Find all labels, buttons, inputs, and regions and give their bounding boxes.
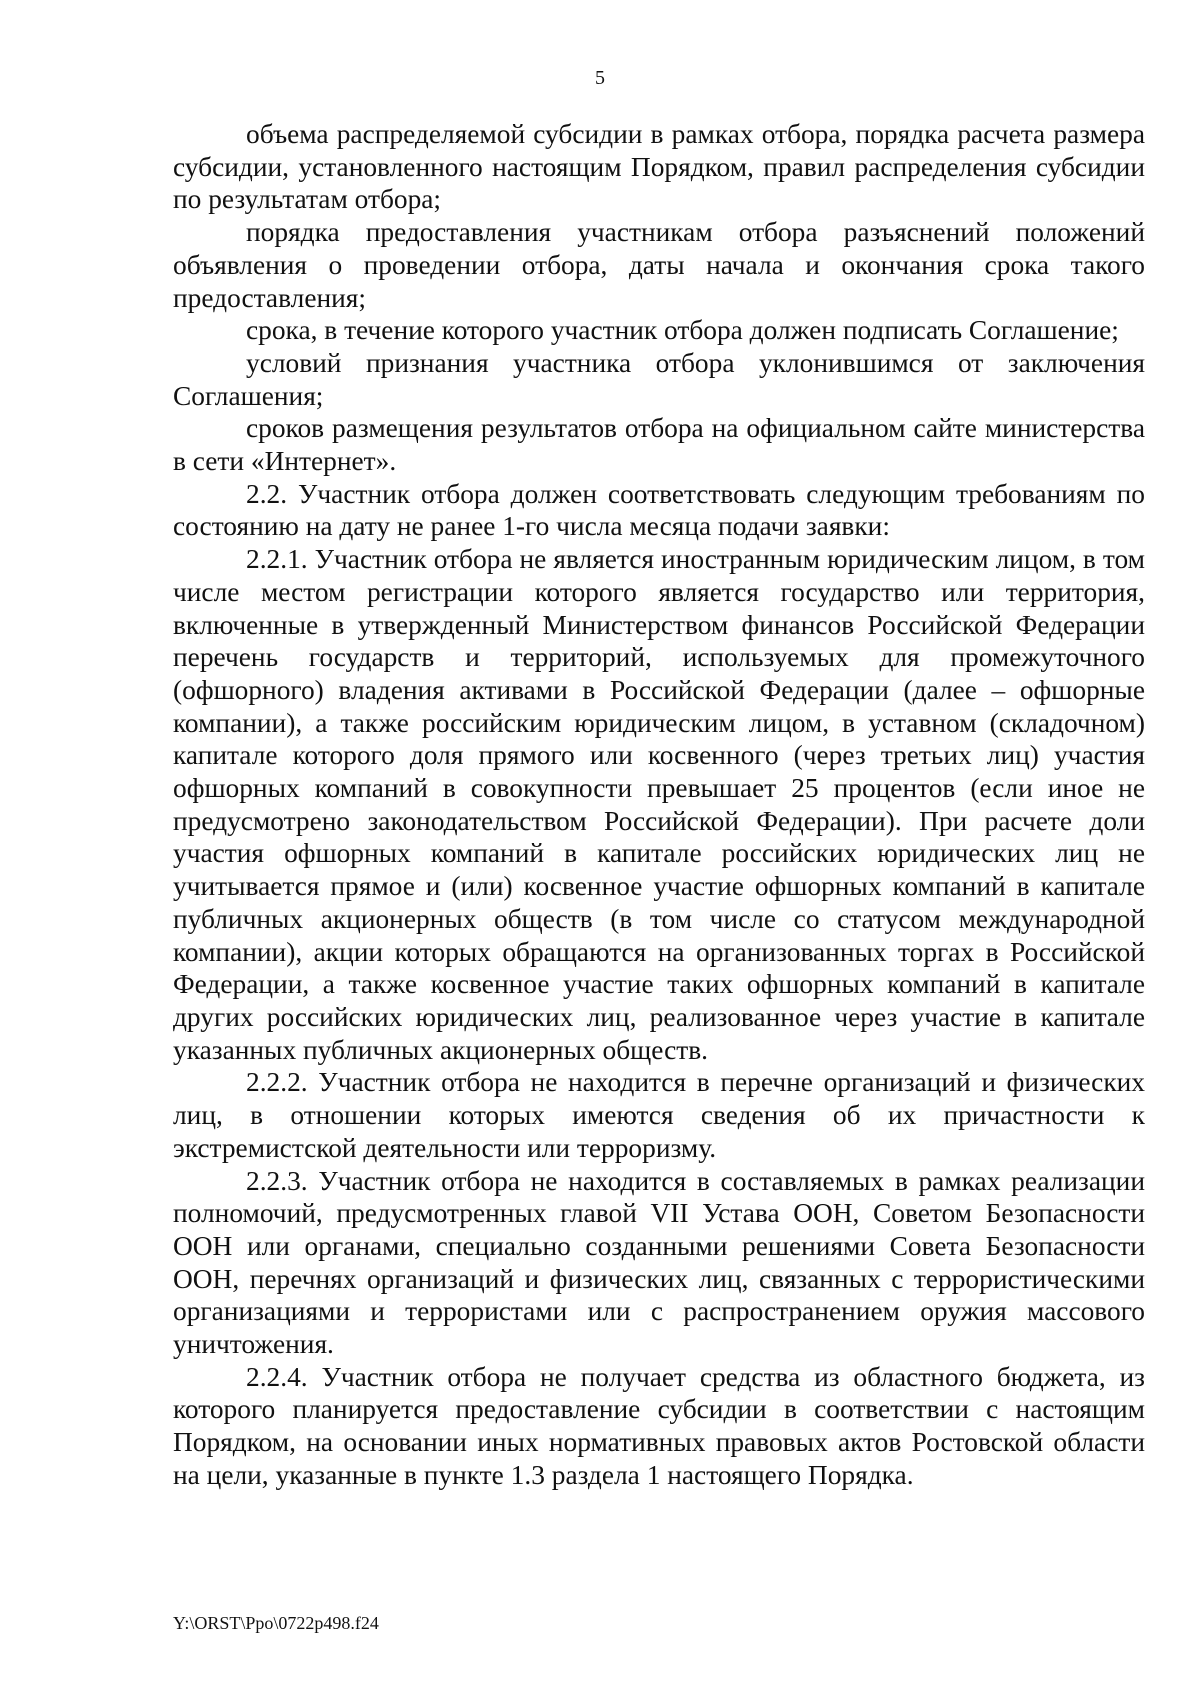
- paragraph-signing-term: срока, в течение которого участник отбора должен подписать Соглашение;: [246, 315, 1119, 346]
- paragraph-evasion-conditions: условий признания участника отбора уклонившимся от заключения Соглашения;: [173, 347, 1145, 411]
- paragraph-2-2-2: 2.2.2. Участник отбора не находится в перечне организаций и физических лиц, в отношении которых имеются сведения об их причастности к экстремистской деятельности или терроризму.: [173, 1067, 1145, 1163]
- page-number: 5: [595, 67, 605, 89]
- paragraph-clarification-procedure: порядка предоставления участникам отбора разъяснений положений объявления о проведении отбора, даты начала и окончания срока такого предоставления;: [173, 217, 1145, 313]
- paragraph-selection-volume: объема распределяемой субсидии в рамках отбора, порядка расчета размера субсидии, установленного настоящим Порядком, правил распределения субсидии по результатам отбора;: [173, 119, 1145, 215]
- document-body: [173, 118, 1145, 1492]
- paragraph-2-2: 2.2. Участник отбора должен соответствовать следующим требованиям по состоянию на дату не ранее 1-го числа месяца подачи заявки:: [173, 478, 1145, 542]
- paragraph-2-2-4: 2.2.4. Участник отбора не получает средства из областного бюджета, из которого планируется предоставление субсидии в соответствии с настоящим Порядком, на основании иных нормативных правовых актов Ростовской области на цели, указанные в пункте 1.3 раздела 1 настоящего Порядка.: [173, 1361, 1145, 1490]
- footer-file-path: Y:\ORST\Ppo\0722p498.f24: [173, 1613, 379, 1633]
- paragraph-results-publication: сроков размещения результатов отбора на официальном сайте министерства в сети «Интернет».: [173, 413, 1145, 477]
- paragraph-2-2-1: 2.2.1. Участник отбора не является иностранным юридическим лицом, в том числе местом регистрации которого является государство или территория, включенные в утвержденный Министерством финансов Российской Федерации перечень государств и территорий, используемых для промежуточного (офшорного) владения активами в Российской Федерации (далее – офшорные компании), а также российским юридическим лицом, в уставном (складочном) капитале которого доля прямого или косвенного (через третьих лиц) участия офшорных компаний в совокупности превышает 25 процентов (если иное не предусмотрено законодательством Российской Федерации). При расчете доли участия офшорных компаний в капитале российских юридических лиц не учитывается прямое и (или) косвенное участие офшорных компаний в капитале публичных акционерных обществ (в том числе со статусом международной компании), акции которых обращаются на организованных торгах в Российской Федерации, а также косвенное участие таких офшорных компаний в капитале других российских юридических лиц, реализованное через участие в капитале указанных публичных акционерных обществ.: [173, 544, 1145, 1065]
- paragraph-2-2-3: 2.2.3. Участник отбора не находится в составляемых в рамках реализации полномочий, предусмотренных главой VII Устава ООН, Советом Безопасности ООН или органами, специально созданными решениями Совета Безопасности ООН, перечнях организаций и физических лиц, связанных с террористическими организациями и террористами или с распространением оружия массового уничтожения.: [173, 1165, 1145, 1360]
